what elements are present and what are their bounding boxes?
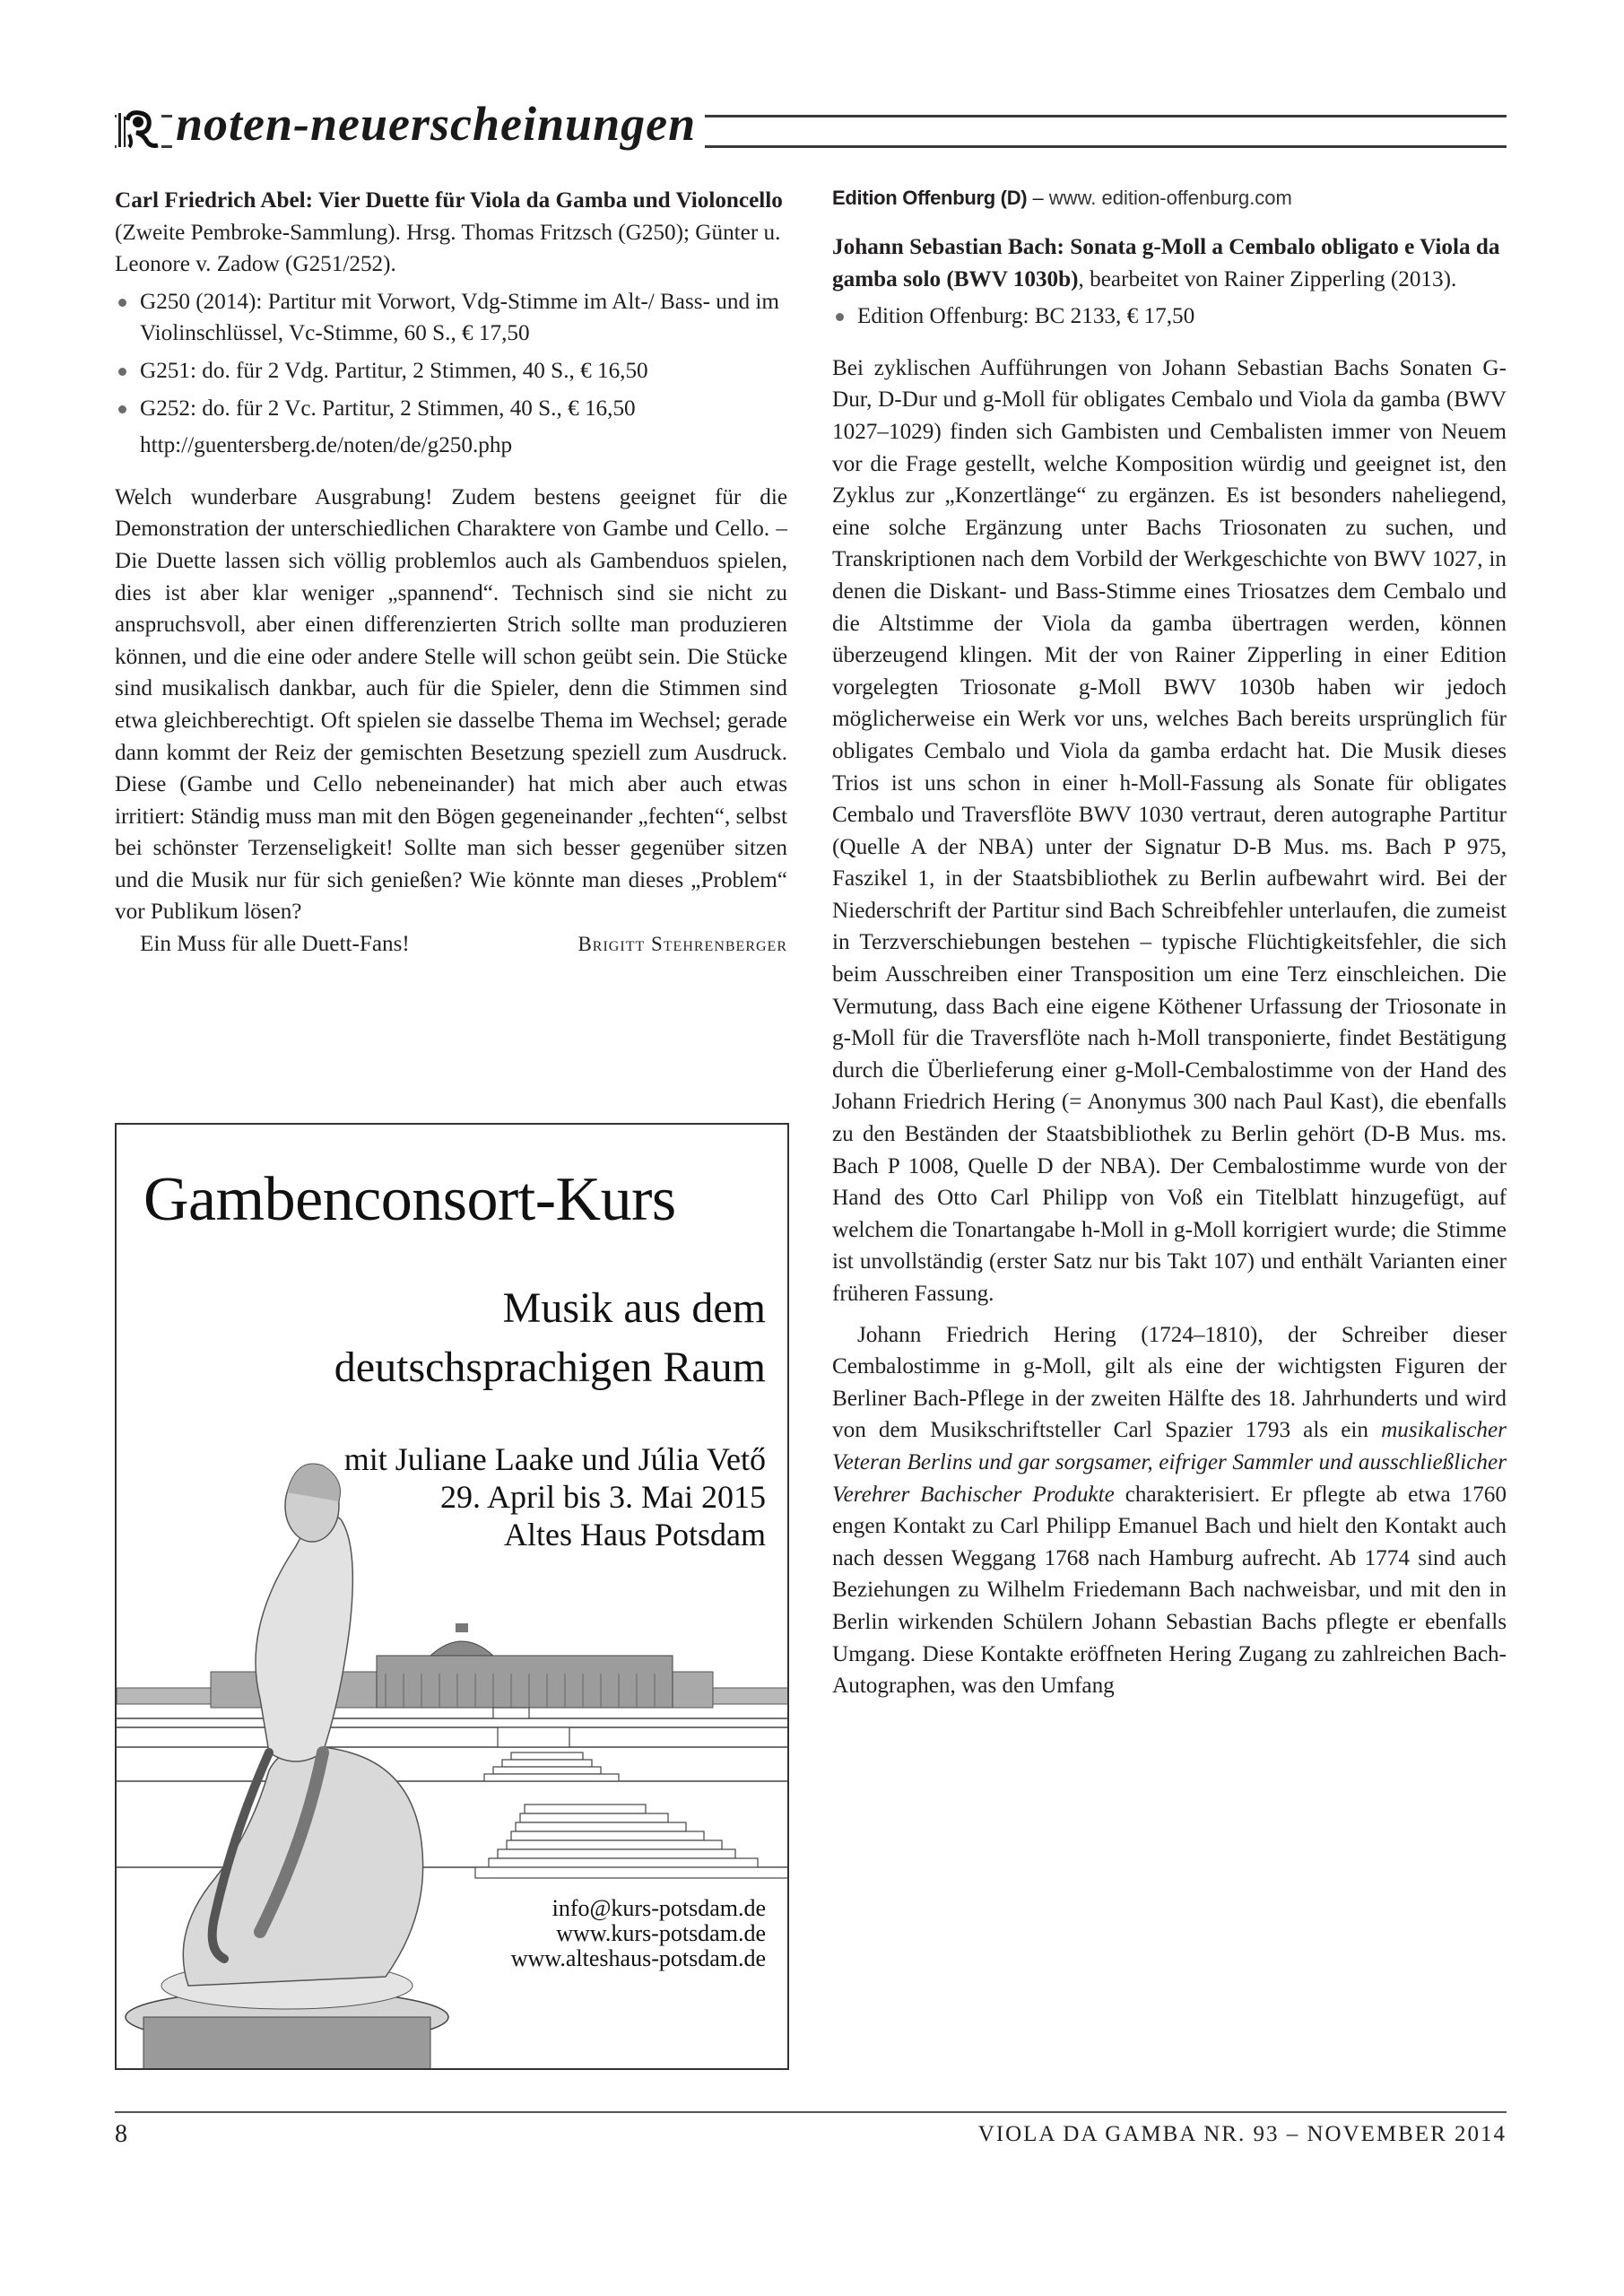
bach-paragraph-1: Bei zyklischen Aufführungen von Johann Sebastian Bachs Sonaten G-Dur, D-Dur und g-Moll für obligates Cembalo und Viola da gamba (BWV 1027–1029) finden sich Gambisten und Cembalisten immer von Neuem vor die Frage gestellt, welche Komposition würdig und geeignet ist, den Zyklus zur „Konzertlänge“ zu ergänzen. Es ist besonders naheliegend, eine solche Ergänzung unter Bachs Triosonaten zu suchen, und Transkriptionen nach dem Vorbild der Werkgeschichte von BWV 1027, in denen die Diskant- und Bass-Stimme eines Triosatzes dem Cembalo und die Altstimme der Viola da gamba übertragen werden, können überzeugend klingen. Mit der von Rainer Zipperling in einer Edition vorgelegten Triosonate g-Moll BWV 1030b haben wir jedoch möglicherweise ein Werk vor uns, welches Bach bereits ursprünglich für obligates Cembalo und Viola da gamba erdacht hat. Die Musik dieses Trios ist uns schon in einer h-Moll-Fassung als Sonate für obligates Cembalo und Traversflöte BWV 1030 vertraut, deren autographe Partitur (Quelle A der NBA) unter der Signatur D-B Mus. ms. Bach P 975, Faszikel 1, in der Staatsbibliothek zu Berlin aufbewahrt wird. Bei der Niederschrift der Partitur sind Bach Schreibfehler unterlaufen, die zumeist in Terzverschiebungen bestehen – typische Flüchtigkeitsfehler, die sich beim Ausschreiben einer Transposition um eine Terz einschleichen. Die Vermutung, dass Bach eine eigene Köthener Urfassung der Triosonate in g-Moll für die Traversflöte nach h-Moll transponierte, findet Bestätigung durch die Überlieferung einer g-Moll-Cembalostimme von der Hand des Johann Friedrich Hering (= Anonymus 300 nach Paul Kast), die ebenfalls zu den Beständen der Staatsbibliothek zu Berlin gehört (D-B Mus. ms. Bach P 1008, Quelle D der NBA). Der Cembalostimme wurde von der Hand des Otto Carl Philipp von Voß ein Titelblatt hinzugefügt, auf welchem die Tonartangabe h-Moll in g-Moll korrigiert wurde; die Stimme ist unvollständig (erster Satz nur bis Takt 107) und enthält Varianten einer früheren Fassung. xyxy=(832,355,1507,1306)
right-column xyxy=(832,185,1507,1702)
ad-subtitle: Musik aus dem deutschsprachigen Raum xyxy=(334,1284,766,1391)
abel-url-link[interactable]: http://guentersberg.de/noten/de/g250.php xyxy=(140,433,513,458)
review-author: Brigitt Stehrenberger xyxy=(578,933,787,956)
ad-title: Gambenconsort-Kurs xyxy=(143,1165,676,1234)
footer-rule xyxy=(115,2111,1507,2113)
advertisement-box xyxy=(115,1123,789,2070)
publisher-url-link[interactable]: www. edition-offenburg.com xyxy=(1048,187,1292,209)
bullet-icon xyxy=(836,313,844,321)
page-number: 8 xyxy=(115,2120,127,2148)
stairs-icon xyxy=(475,1708,789,1878)
ad-contact xyxy=(511,1896,766,1971)
list-item: G251: do. für 2 Vdg. Partitur, 2 Stimmen, 40 S., € 16,50 xyxy=(115,355,787,387)
ad-teachers: mit Juliane Laake und Júlia Vető xyxy=(343,1441,766,1477)
bullet-icon xyxy=(118,405,126,413)
statue-icon xyxy=(126,1464,448,2070)
abel-edition-list xyxy=(115,286,787,424)
abel-entry-title xyxy=(115,185,787,281)
review-signoff xyxy=(115,928,787,961)
abel-title-rest: (Zweite Pembroke-Sammlung). Hrsg. Thomas Fritzsch (G250); Günter u. Leonore v. Zadow (G251/252). xyxy=(115,220,781,277)
left-column xyxy=(115,185,787,961)
signoff-text: Ein Muss für alle Duett-Fans! xyxy=(140,932,410,957)
ad-dates: 29. April bis 3. Mai 2015 xyxy=(439,1479,766,1515)
abel-title-bold: Carl Friedrich Abel: Vier Duette für Viola da Gamba und Violoncello xyxy=(115,188,783,213)
list-item: Edition Offenburg: BC 2133, € 17,50 xyxy=(832,300,1507,333)
bach-title-bold: Johann Sebastian Bach: Sonata g-Moll a Cembalo obligato e Viola da gamba solo (BWV 1030b) xyxy=(832,235,1500,291)
publisher-line: Edition Offenburg (D) – www. edition-offenburg.com xyxy=(832,187,1292,209)
issue-info: VIOLA DA GAMBA NR. 93 – NOVEMBER 2014 xyxy=(977,2122,1507,2146)
list-item: G250 (2014): Partitur mit Vorwort, Vdg-Stimme im Alt-/ Bass- und im Violinschlüssel, Vc-Stimme, 60 S., € 17,50 xyxy=(115,286,787,350)
viola-da-gamba-logo-icon xyxy=(117,108,161,151)
section-header xyxy=(115,97,1507,151)
publisher-name: Edition Offenburg (D) xyxy=(832,187,1028,209)
abel-review-text: Welch wunderbare Ausgrabung! Zudem bestens geeignet für die Demonstration der unterschiedlichen Charaktere von Gambe und Cello. – Die Duette lassen sich völlig problemlos auch als Gambenduos spielen, dies ist aber klar weniger „spannend“. Technisch sind sie nicht zu anspruchsvoll, aber einen differenzierten Strich sollte man produzieren können, und die eine oder andere Stelle will schon geübt sein. Die Stücke sind musikalisch dankbar, auch für die Spieler, denn die Stimmen sind etwa gleichberechtigt. Oft spielen sie dasselbe Thema im Wechsel; gerade dann kommt der Reiz der gemischten Besetzung speziell zum Ausdruck. Diese (Gambe und Cello nebeneinander) hat mich aber auch etwas irritiert: Ständig muss man mit den Bögen gegeneinander „fechten“, selbst bei schönster Terzenseligkeit! Sollte man sich besser gegenüber sitzen und die Musik nur für sich genießen? Wie könnte man dieses „Problem“ vor Publikum lösen? xyxy=(115,484,787,925)
ad-website-link[interactable]: www.kurs-potsdam.de xyxy=(556,1920,766,1946)
ad-course-info xyxy=(344,1440,766,1553)
ad-venue: Altes Haus Potsdam xyxy=(504,1517,766,1552)
bullet-icon xyxy=(118,299,126,307)
spazier-quote: musikalischer Veteran Berlins und gar sorgsamer, eifriger Sammler und ausschließlicher Verehrer Bachischer Produkte xyxy=(832,1418,1507,1507)
list-item: G252: do. für 2 Vc. Partitur, 2 Stimmen, 40 S., € 16,50 xyxy=(115,393,787,425)
bullet-icon xyxy=(118,368,126,376)
section-title: noten-neuerscheinungen xyxy=(172,95,705,152)
bach-paragraph-2: Johann Friedrich Hering (1724–1810), der Schreiber dieser Cembalostimme in g-Moll, gilt als eine der wichtigsten Figuren der Berliner Bach-Pflege in der zweiten Hälfte des 18. Jahrhunderts und wird von dem Musikschriftsteller Carl Spazier 1793 als ein musikalischer Veteran Berlins und gar sorgsamer, eifriger Sammler und ausschließlicher Verehrer Bachischer Produkte charakterisiert. Er pflegte ab etwa 1760 engen Kontakt zu Carl Philipp Emanuel Bach und hielt den Kontakt auch nach dessen Weggang 1768 nach Hamburg aufrecht. Ab 1774 sind auch Beziehungen zu Wilhelm Friedemann Bach nachweisbar, und mit den in Berlin wirkenden Schülern Johann Sebastian Bachs pflegte er ebenfalls Umgang. Diese Kontakte eröffneten Hering Zugang zu zahlreichen Bach-Autographen, was den Umfang xyxy=(832,1322,1507,1699)
bach-review xyxy=(832,352,1507,1702)
ad-website2-link[interactable]: www.alteshaus-potsdam.de xyxy=(510,1945,766,1971)
bach-entry-title xyxy=(832,231,1507,295)
bach-edition-list xyxy=(832,300,1507,333)
palace-icon xyxy=(117,1623,789,1708)
bach-title-rest: , bearbeitet von Rainer Zipperling (2013). xyxy=(1078,266,1457,291)
ad-email-link[interactable]: info@kurs-potsdam.de xyxy=(551,1895,766,1921)
